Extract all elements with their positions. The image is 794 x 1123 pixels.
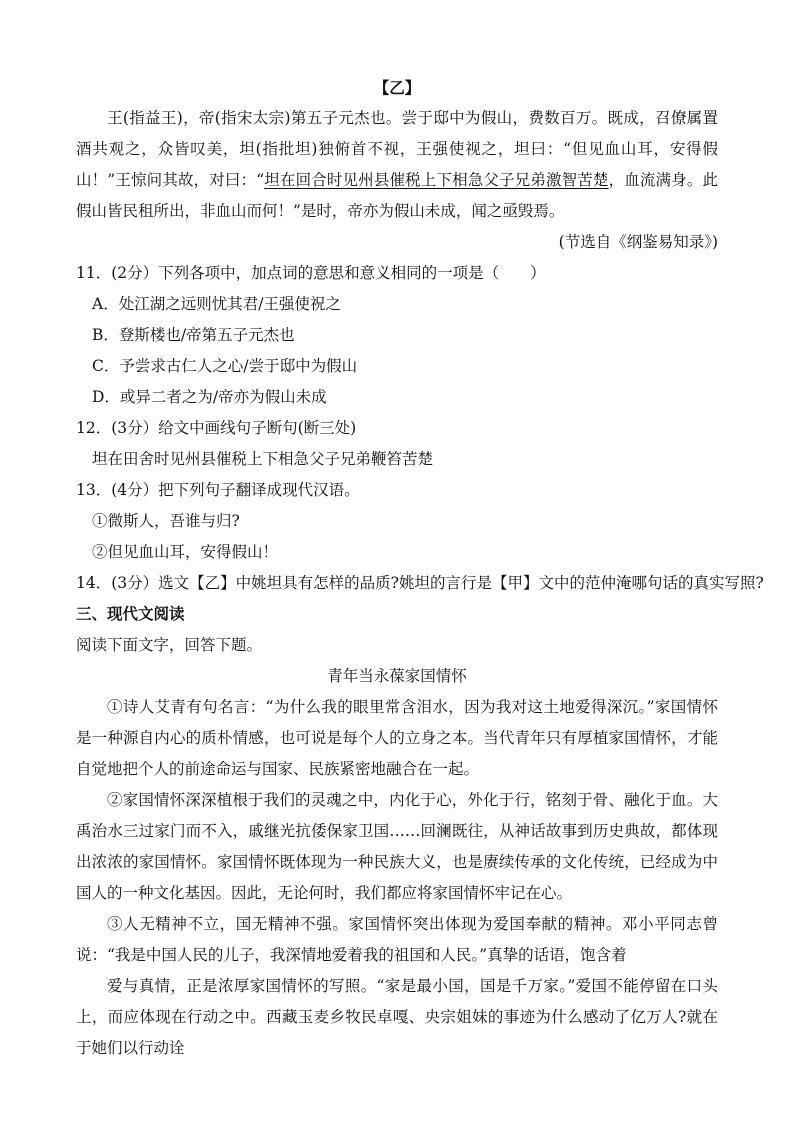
- article-title: 青年当永葆家国情怀: [327, 667, 467, 685]
- article-paragraph-1: ①诗人艾青有句名言：“为什么我的眼里常含泪水，因为我对这土地爱得深沉。”家国情怀是一种源自内心的质朴情感，也可说是每个人的立身之本。当代青年只有厚植家国情怀，才能自觉地把个人的前途命运与国家、民族紧密地融合在一起。: [76, 698, 718, 778]
- underlined-sentence: 坦在回合时见州县催税上下相急父子兄弟激智苦楚: [264, 171, 609, 189]
- article-paragraph-2: ②家国情怀深深植根于我们的灵魂之中，内化于心，外化于行，铭刻于骨、融化于血。大禹治水三过家门而不入，戚继光抗倭保家卫国……回澜既往，从神话故事到历史典故，都体现出浓浓的家国情怀。家国情怀既体现为一种民族大义，也是赓续传承的文化传统，已经成为中国人的一种文化基因。因此，无论何时，我们都应将家国情怀牢记在心。: [76, 791, 718, 902]
- document-page: [76, 72, 764, 1064]
- question-13-item-2: ②但见血山耳，安得假山！: [92, 543, 279, 561]
- question-11-option-b: B．登斯楼也/帝第五子元杰也: [92, 326, 295, 344]
- section-3-instruction: 阅读下面文字，回答下题。: [76, 636, 263, 654]
- question-13-item-1: ①微斯人，吾谁与归?: [92, 512, 240, 530]
- question-13-stem: 13．(4分）把下列句子翻译成现代汉语。: [76, 481, 360, 499]
- passage-b-text-start: 王(指益王)，帝(指宋太宗)第五子元杰也。尝于邸中为假山，费数百万。既成，召僚属置酒共观之，众皆叹美，坦(指批坦)独俯首不视，王强使视之，坦曰：“但见血山耳，安得假山！”王惊问其故，对曰：“: [76, 109, 718, 189]
- passage-b-paragraph: [76, 103, 718, 227]
- passage-b-source: (节选自《纲鉴易知录》): [558, 233, 718, 251]
- question-11-option-d: D．或异二者之为/帝亦为假山未成: [92, 388, 327, 406]
- question-12-content: 坦在田舍时见州县催税上下相急父子兄弟鞭笞苦楚: [92, 450, 434, 468]
- question-12-stem: 12．(3分）给文中画线句子断句(断三处): [76, 419, 357, 437]
- question-11-option-a: A．处江湖之远则忧其君/王强使祝之: [92, 295, 341, 313]
- article-paragraph-3: ③人无精神不立，国无精神不强。家国情怀突出体现为爱国奉献的精神。邓小平同志曾说：“我是中国人民的儿子，我深情地爱着我的祖国和人民。”真挚的话语，饱含着: [76, 915, 718, 964]
- passage-b-text-end: ，血流满身。此假山皆民租所出，非血山而何！”是时，帝亦为假山未成，闻之亟毁焉。: [76, 171, 718, 220]
- question-11-stem: 11．(2分）下列各项中，加点词的意思和意义相同的一项是（ ）: [76, 264, 546, 282]
- article-paragraph-4: 爱与真情，正是浓厚家国情怀的写照。“家是最小国，国是千万家。”爱国不能停留在口头上，而应体现在行动之中。西藏玉麦乡牧民卓嘎、央宗姐妹的事迹为什么感动了亿万人?就在于她们以行动诠: [76, 977, 718, 1057]
- question-11-option-c: C．予尝求古仁人之心/尝于邸中为假山: [92, 357, 358, 375]
- section-3-heading: 三、现代文阅读: [76, 605, 185, 623]
- passage-b-heading: 【乙】: [373, 78, 421, 97]
- question-14-stem: 14．(3分）选文【乙】中姚坦具有怎样的品质?姚坦的言行是【甲】文中的范仲淹哪句话的真实写照?: [76, 574, 764, 592]
